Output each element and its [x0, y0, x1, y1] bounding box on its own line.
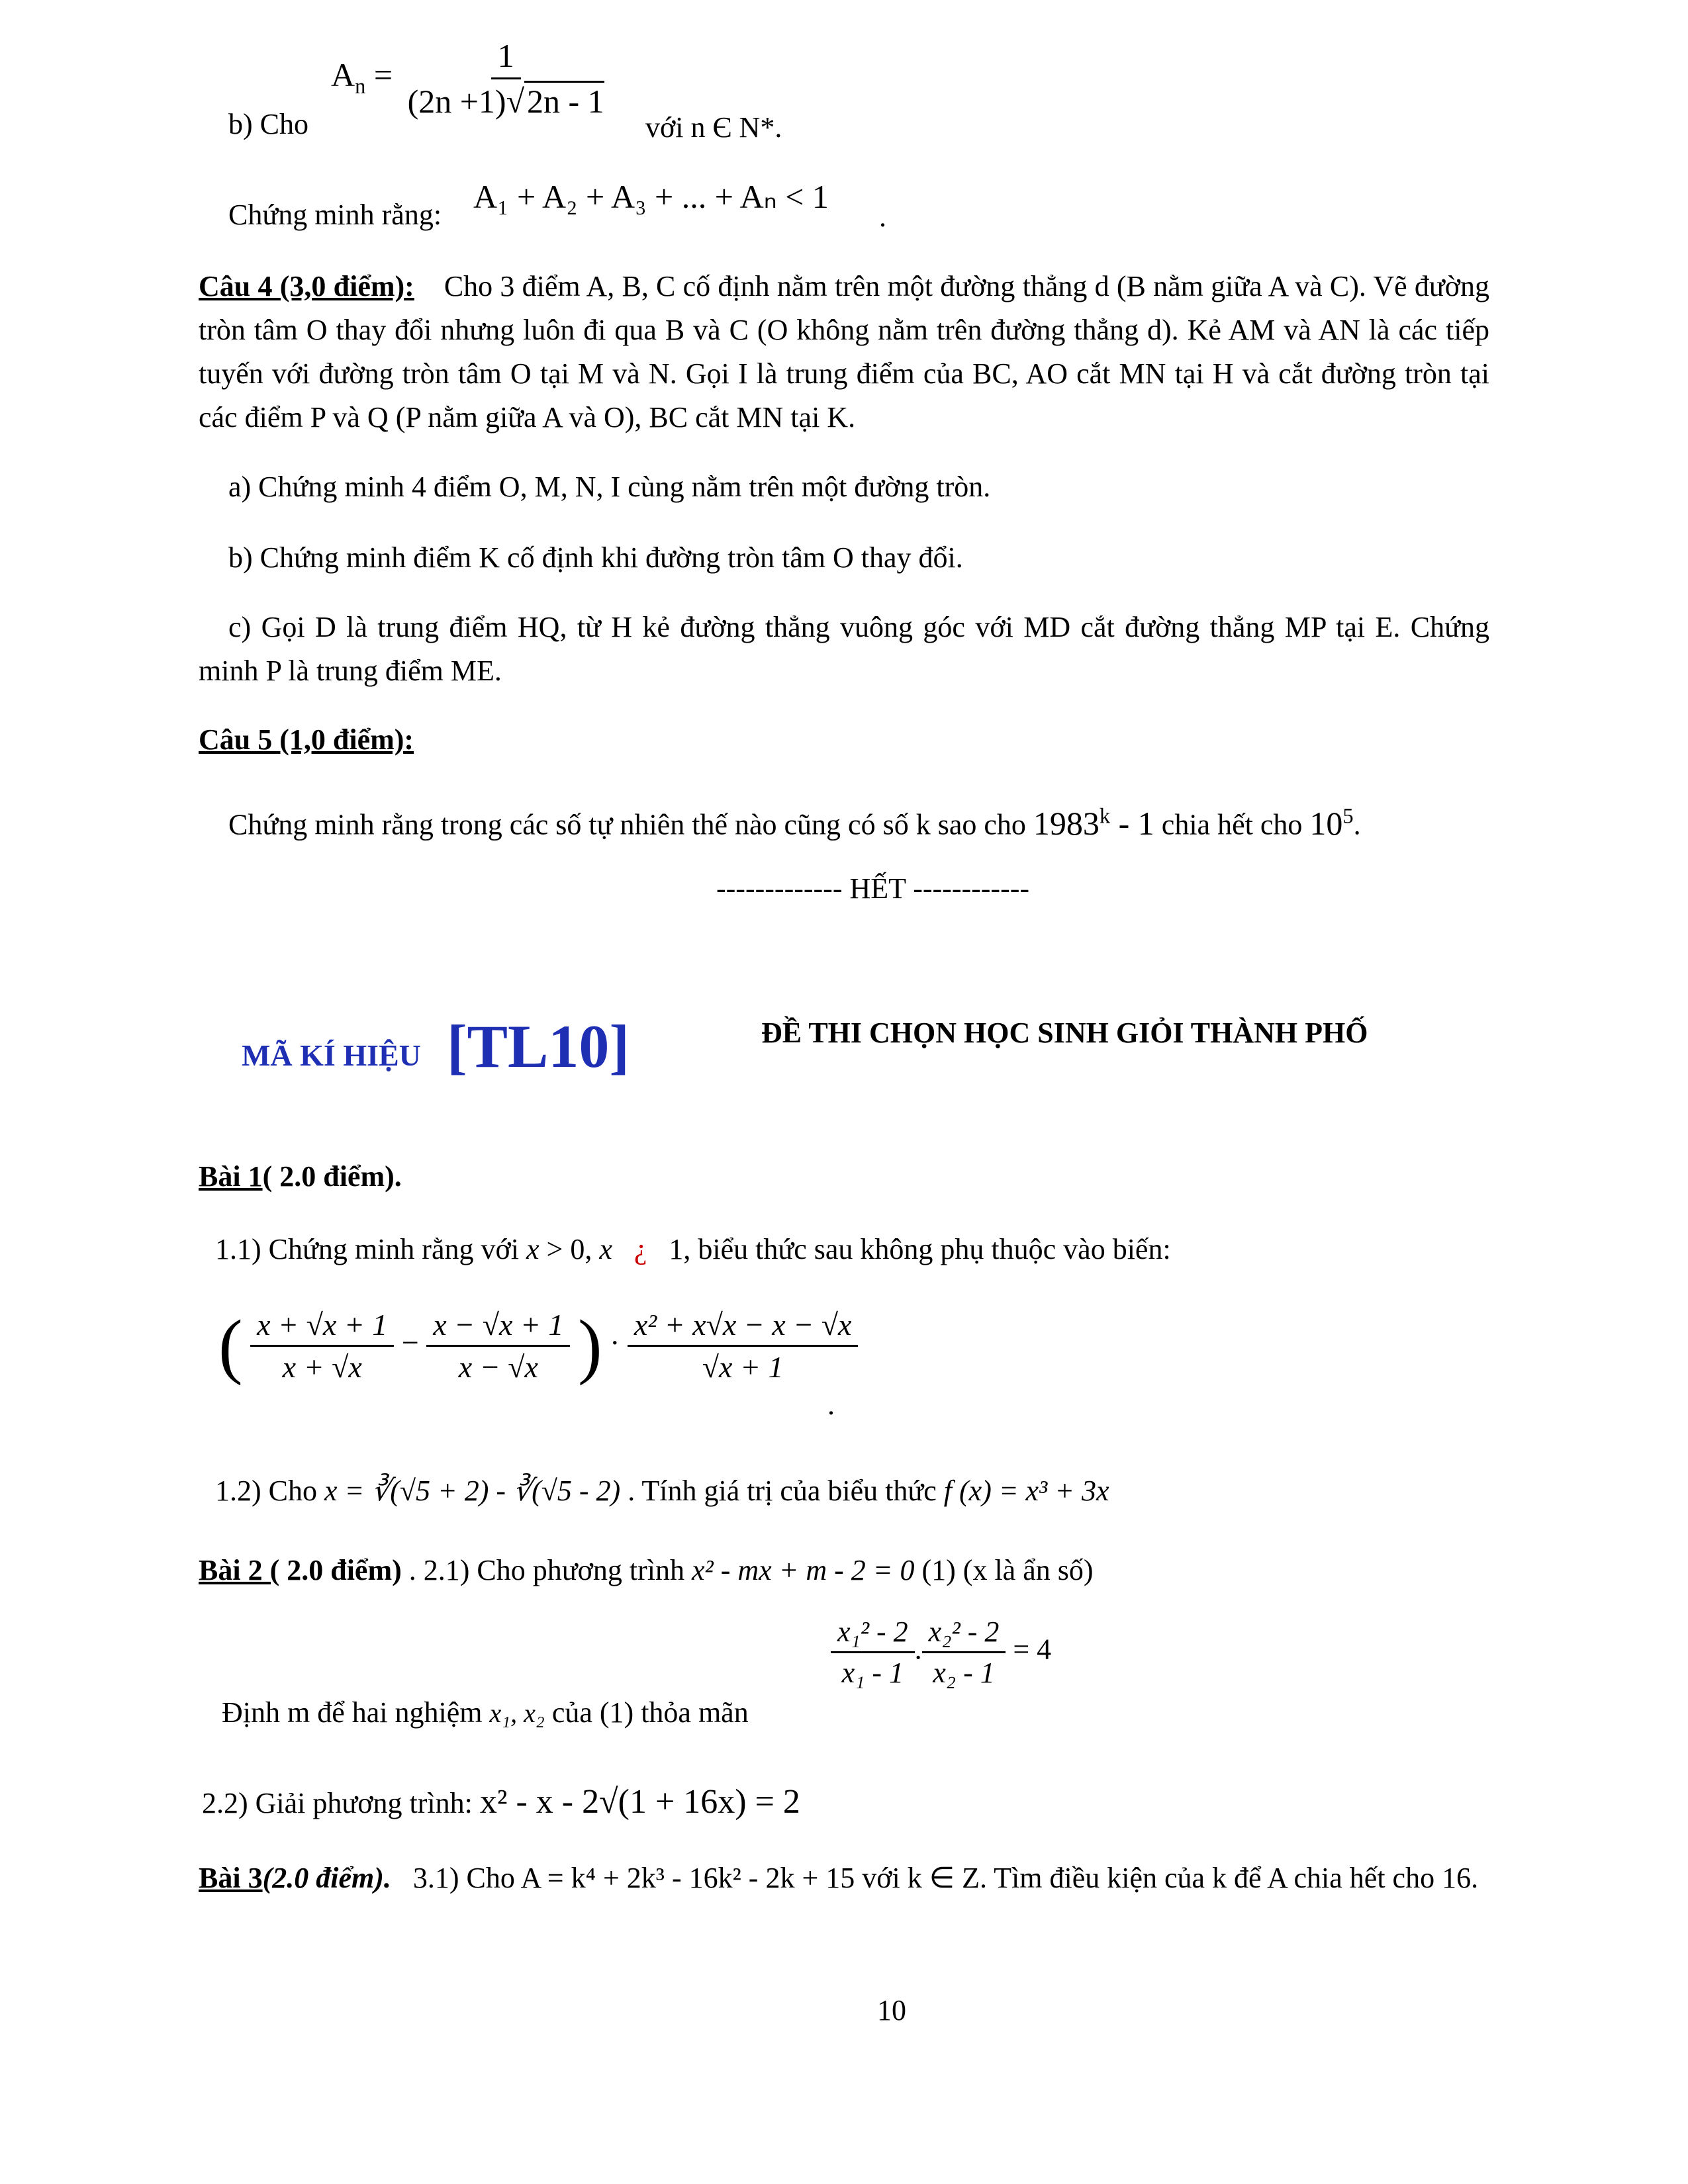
bai1-expression: ( $\frac{x + √x + 1}{x + √x}$ − $\frac{x - √x + 1}{x - √x}$ ) · $\frac{\text{x² + x√x − x − √x}}{√x + 1}$	[218, 1304, 858, 1388]
q3b-dot: .	[879, 201, 886, 233]
an-formula	[331, 36, 611, 120]
q4-intro	[199, 265, 1489, 439]
bai2-frac-a: $\frac{\text{x₁² - 2}}{\text{x₁ - 1}}$	[831, 1615, 915, 1690]
bai1-2-f-expr: f (x) = x³ + 3x	[943, 1475, 1109, 1507]
q3b-condition: với n Є N*.	[645, 111, 782, 144]
q4-heading: Câu 4 (3,0 điểm):	[199, 270, 414, 302]
q5-text-a: Chứng minh rằng trong các số tự nhiên thế nào cũng có số k sao cho	[228, 808, 1026, 841]
page-number: 10	[877, 1994, 906, 2026]
q5-statement: Chứng minh rằng trong các số tự nhiên thế nào cũng có số k sao cho 1983$^k$ - 1 chia hết cho $10^5$.	[228, 804, 1361, 842]
exam-title: ĐỀ THI CHỌN HỌC SINH GIỎI THÀNH PHỐ	[761, 1017, 1368, 1049]
bai3-heading-rest: (2.0 điểm).	[262, 1862, 391, 1894]
q4-part-c	[199, 606, 1489, 693]
bai1-expr-dot: .	[827, 1388, 835, 1421]
q4-part-b: b) Chứng minh điểm K cố định khi đường tròn tâm O thay đổi.	[228, 541, 963, 574]
an-fraction	[401, 36, 611, 120]
bai1-1: 1.1) Chứng minh rằng với x > 0, x ¿ 1, biểu thức sau không phụ thuộc vào biến:	[215, 1233, 1171, 1265]
bai2-roots: x₁, x₂	[489, 1698, 545, 1728]
bai2-2-equation: x² - x - 2√(1 + 16x) = 2	[479, 1783, 800, 1821]
q3b-label: b) Cho	[228, 108, 308, 140]
bai1-frac-1: $\frac{x + √x + 1}{x + √x}$	[250, 1307, 394, 1385]
bai2-equation: x² - mx + m - 2 = 0	[691, 1554, 915, 1586]
bai1-heading: Bài 1( 2.0 điểm).	[199, 1160, 402, 1193]
bai2-1: Bài 2 ( 2.0 điểm) . 2.1) Cho phương trình x² - mx + m - 2 = 0 (1) (x là ẩn số)	[199, 1554, 1094, 1586]
q3b-prove-label: Chứng minh rằng:	[228, 199, 442, 231]
q5-ten-power: $10^5$	[1309, 804, 1354, 842]
q4-part-c-text: c) Gọi D là trung điểm HQ, từ H kẻ đường thẳng vuông góc với MD cắt đường thẳng MP tại E. Chứng minh P là trung điểm ME.	[199, 611, 1489, 687]
q4-part-a: a) Chứng minh 4 điểm O, M, N, I cùng nằm trên một đường tròn.	[228, 471, 991, 503]
q4-intro-text: Cho 3 điểm A, B, C cố định nằm trên một đường thẳng d (B nằm giữa A và C). Vẽ đường tròn tâm O thay đổi nhưng luôn đi qua B và C (O không nằm trên đường thẳng d). Kẻ AM và AN là các tiếp tuyến với đường tròn tâm O tại M và N. Gọi I là trung điểm của BC, AO cắt MN tại H và cắt đường tròn tại các điểm P và Q (P nằm giữa A và O), BC cắt MN tại K.	[199, 270, 1489, 433]
q5-expr: 1983$^k$ - 1	[1033, 804, 1154, 842]
bai3-heading: Bài 3	[199, 1862, 263, 1894]
q5-heading: Câu 5 (1,0 điểm):	[199, 723, 414, 756]
bai2-1-cont: Định m để hai nghiệm x₁, x₂ của (1) thỏa mãn	[222, 1696, 749, 1729]
an-numerator: 1	[491, 36, 521, 79]
bai1-2-x-expr: x = ∛(√5 + 2) - ∛(√5 - 2)	[324, 1475, 621, 1507]
code-label: MÃ KÍ HIỆU	[242, 1038, 421, 1072]
bai2-frac-b: $\frac{\text{x₂² - 2}}{\text{x₂ - 1}}$	[922, 1615, 1006, 1690]
bai3	[199, 1856, 1489, 1900]
bai1-frac-2: $\frac{x - √x + 1}{x - √x}$	[426, 1307, 570, 1385]
bai1-frac-3: $\frac{\text{x² + x√x − x − √x}}{√x + 1}$	[628, 1307, 859, 1385]
bai2-condition: $\frac{\text{x₁² - 2}}{\text{x₁ - 1}}$ . $\frac{\text{x₂² - 2}}{\text{x₂ - 1}}$ = 4	[831, 1615, 1051, 1690]
code-value: [TL10]	[447, 1013, 630, 1080]
unrendered-glyph: ¿	[633, 1233, 647, 1265]
bai2-2: 2.2) Giải phương trình: x² - x - 2√(1 + 16x) = 2	[202, 1783, 800, 1821]
an-denominator: (2n +1)√2n - 1	[401, 79, 611, 120]
bai1-2: 1.2) Cho x = ∛(√5 + 2) - ∛(√5 - 2) . Tính giá trị của biểu thức f (x) = x³ + 3x	[215, 1475, 1109, 1507]
end-marker: ------------- HẾT ------------	[716, 872, 1030, 905]
q5-text-b: chia hết cho	[1161, 808, 1303, 841]
an-lhs: $A_n$ =	[331, 56, 401, 99]
bai3-text: 3.1) Cho A = k⁴ + 2k³ - 16k² - 2k + 15 với k ∈ Z. Tìm điều kiện của k để A chia hết cho 16.	[412, 1862, 1479, 1894]
q3b-sum-inequality: A₁ + A₂ + A₃ + ... + Aₙ < 1	[473, 178, 829, 215]
